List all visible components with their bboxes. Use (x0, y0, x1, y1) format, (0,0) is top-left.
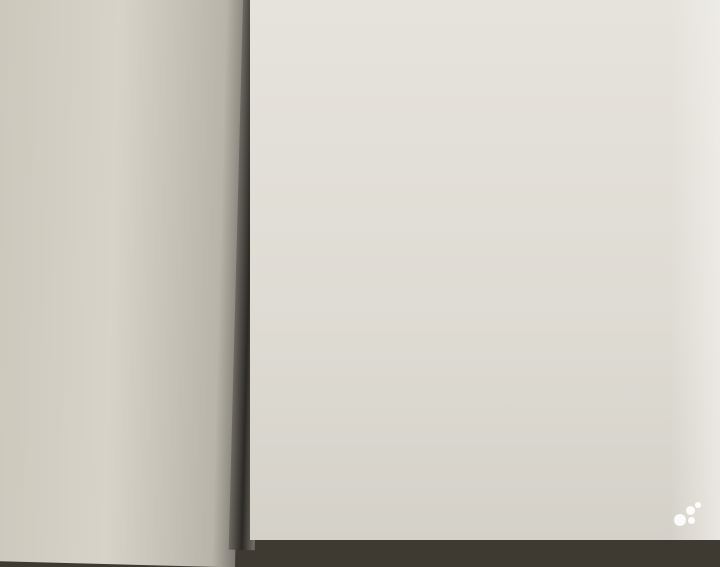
right-page (250, 0, 720, 540)
avito-logo-icon (674, 502, 702, 528)
avito-watermark (674, 502, 706, 528)
left-page (0, 0, 250, 567)
